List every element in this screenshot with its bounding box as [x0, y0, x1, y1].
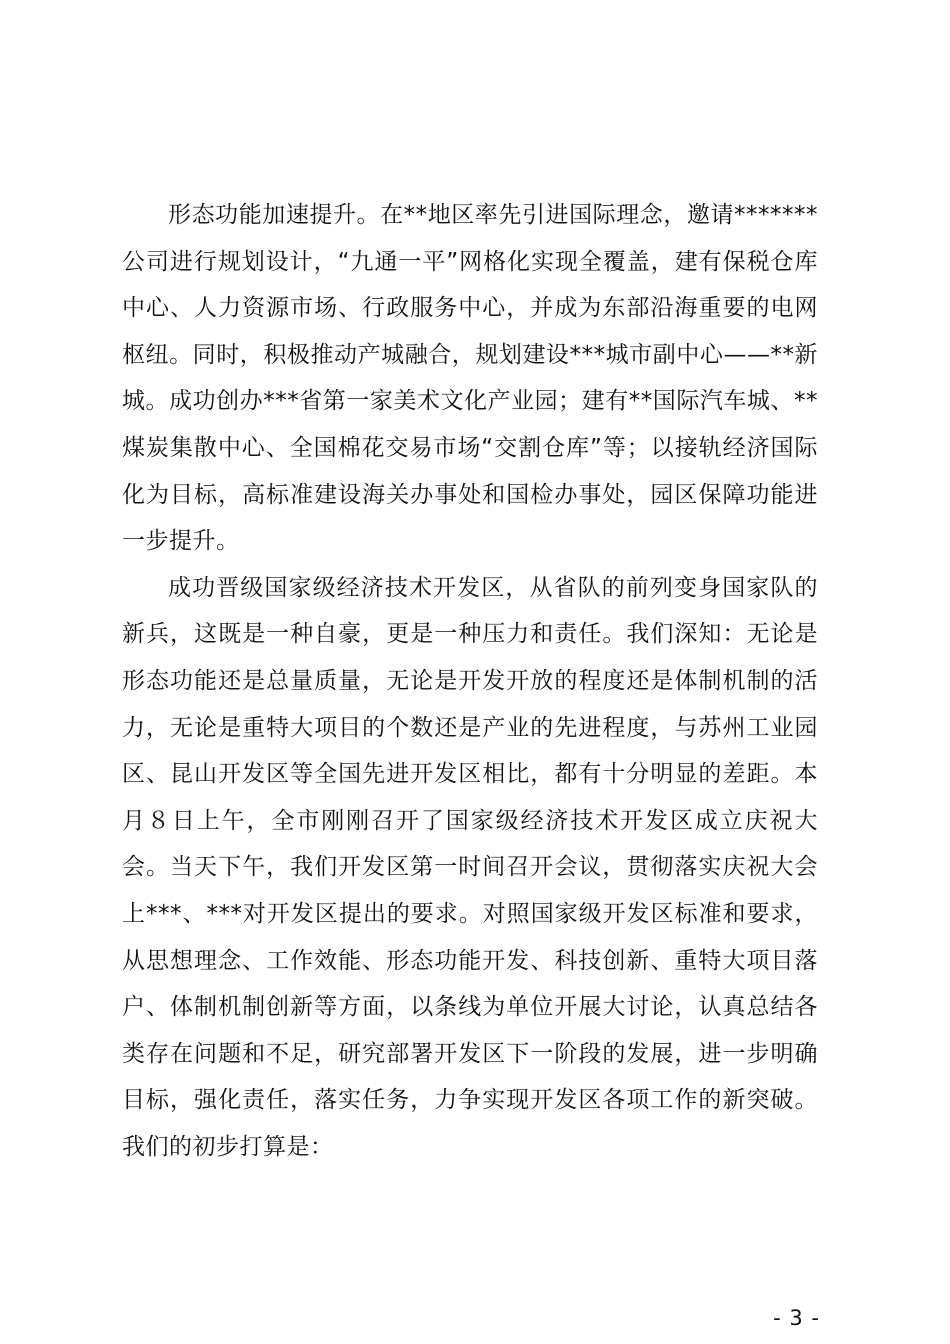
paragraph-1: 形态功能加速提升。在**地区率先引进国际理念，邀请*******公司进行规划设计，“九通一平”网格化实现全覆盖，建有保税仓库中心、人力资源市场、行政服务中心，并成为东部沿海重要的电网枢纽。同时，积极推动产城融合，规划建设***城市副中心——**新城。成功创办***省第一家美术文化产业园；建有**国际汽车城、**煤炭集散中心、全国棉花交易市场“交割仓库”等；以接轨经济国际化为目标，高标准建设海关办事处和国检办事处，园区保障功能进一步提升。: [122, 202, 818, 555]
page-number: - 3 -: [773, 1306, 820, 1330]
document-body: [122, 192, 818, 1170]
paragraph-2: 成功晋级国家级经济技术开发区，从省队的前列变身国家队的新兵，这既是一种自豪，更是一种压力和责任。我们深知：无论是形态功能还是总量质量，无论是开发开放的程度还是体制机制的活力，无论是重特大项目的个数还是产业的先进程度，与苏州工业园区、昆山开发区等全国先进开发区相比，都有十分明显的差距。本月８日上午，全市刚刚召开了国家级经济技术开发区成立庆祝大会。当天下午，我们开发区第一时间召开会议，贯彻落实庆祝大会上***、***对开发区提出的要求。对照国家级开发区标准和要求，从思想理念、工作效能、形态功能开发、科技创新、重特大项目落户、体制机制创新等方面，以条线为单位开展大讨论，认真总结各类存在问题和不足，研究部署开发区下一阶段的发展，进一步明确目标，强化责任，落实任务，力争实现开发区各项工作的新突破。我们的初步打算是：: [122, 574, 818, 1160]
